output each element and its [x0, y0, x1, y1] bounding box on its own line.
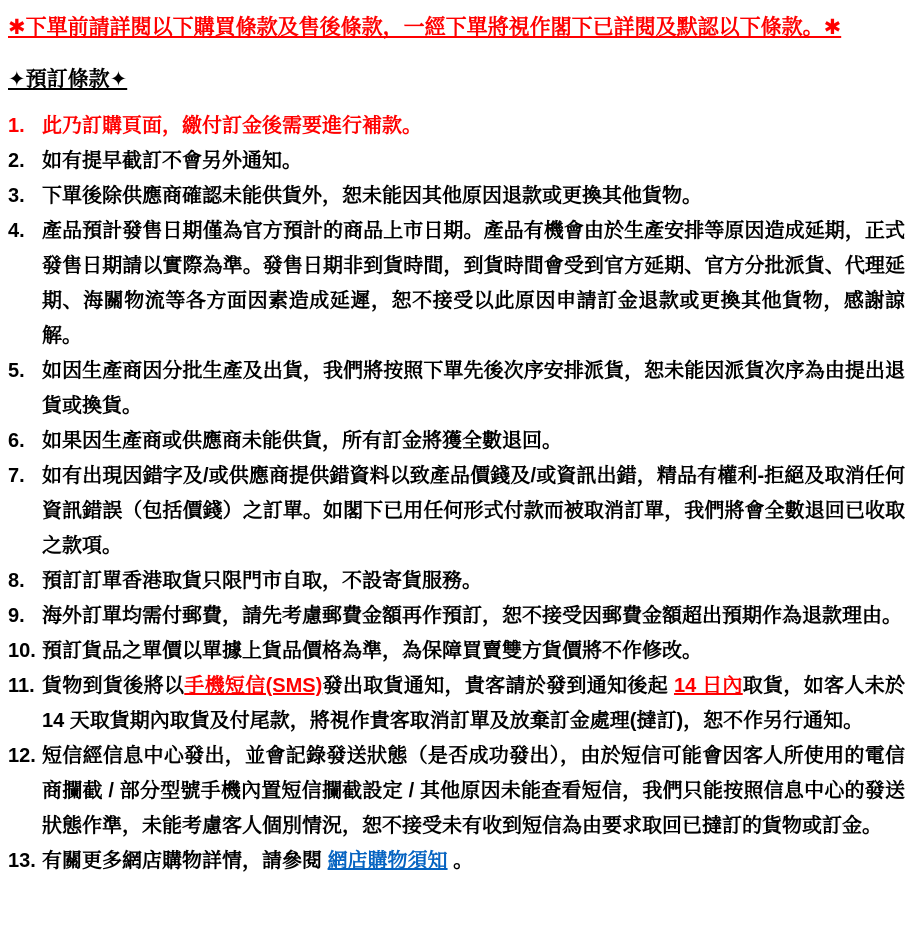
term-number: 4.	[8, 220, 25, 242]
term-number: 2.	[8, 150, 25, 172]
term-segment: 此乃訂購頁面，繳付訂金後需要進行補款。	[42, 115, 422, 137]
term-text	[42, 459, 905, 564]
term-item-9	[8, 599, 905, 634]
term-text	[42, 109, 905, 144]
term-number: 8.	[8, 570, 25, 592]
term-segment: 產品預計發售日期僅為官方預計的商品上市日期。產品有機會由於生產安排等原因造成延期，正式發售日期請以實際為準。發售日期非到貨時間，到貨時間會受到官方延期、官方分批派貨、代理延期、海關物流等各方面因素造成延遲，恕不接受以此原因申請訂金退款或更換其他貨物，感謝諒解。	[42, 220, 905, 347]
term-segment: 貨物到貨後將以	[42, 675, 185, 697]
term-text	[42, 669, 905, 739]
term-number: 7.	[8, 465, 25, 487]
term-number: 12.	[8, 745, 36, 767]
term-segment: 如果因生產商或供應商未能供貨，所有訂金將獲全數退回。	[42, 430, 562, 452]
term-item-10	[8, 634, 905, 669]
term-item-11	[8, 669, 905, 739]
term-item-12	[8, 739, 905, 844]
term-segment: 如有出現因錯字及/或供應商提供錯資料以致產品價錢及/或資訊出錯，精品有權利-拒絕及取消任何資訊錯誤（包括價錢）之訂單。如閣下已用任何形式付款而被取消訂單，我們將會全數退回已收取之款項。	[42, 465, 905, 557]
term-text	[42, 599, 905, 634]
terms-list	[8, 109, 905, 879]
term-text	[42, 144, 905, 179]
term-text	[42, 214, 905, 354]
term-segment: 短信經信息中心發出，並會記錄發送狀態（是否成功發出），由於短信可能會因客人所使用的電信商攔截 / 部分型號手機內置短信攔截設定 / 其他原因未能查看短信，我們只能按照信息中心的發送狀態作準，未能考慮客人個別情況，恕不接受未有收到短信為由要求取回已撻訂的貨物或訂金。	[42, 745, 905, 837]
term-segment: 如有提早截訂不會另外通知。	[42, 150, 302, 172]
term-text	[42, 634, 905, 669]
term-number: 13.	[8, 850, 36, 872]
term-segment: 有關更多網店購物詳情，請參閱	[42, 850, 328, 872]
term-segment: 發出取貨通知，貴客請於發到通知後起	[322, 675, 674, 697]
term-segment: 海外訂單均需付郵費，請先考慮郵費金額再作預訂，恕不接受因郵費金額超出預期作為退款理由。	[42, 605, 902, 627]
term-item-2	[8, 144, 905, 179]
terms-title: ✱下單前請詳閱以下購買條款及售後條款，一經下單將視作閣下已詳閱及默認以下條款。✱	[8, 16, 842, 39]
term-number: 11.	[8, 675, 35, 697]
term-segment: 預訂訂單香港取貨只限門市自取，不設寄貨服務。	[42, 570, 482, 592]
term-number: 1.	[8, 115, 25, 137]
term-item-8	[8, 564, 905, 599]
term-number: 5.	[8, 360, 25, 382]
term-item-7	[8, 459, 905, 564]
term-number: 3.	[8, 185, 25, 207]
term-item-4	[8, 214, 905, 354]
term-text	[42, 179, 905, 214]
term-text	[42, 739, 905, 844]
term-segment: 取貨，如客人未於 14 天取貨期內取貨及付尾款，將視作貴客取消訂單及放棄訂金處理(撻訂)，恕不作另行通知。	[42, 675, 906, 732]
store-shopping-notice-link[interactable]: 網店購物須知	[327, 850, 448, 872]
sms-highlight: 手機短信(SMS)	[184, 675, 323, 697]
term-item-13	[8, 844, 905, 879]
term-segment: 預訂貨品之單價以單據上貨品價格為準，為保障買賣雙方貨價將不作修改。	[42, 640, 702, 662]
term-item-6	[8, 424, 905, 459]
term-text	[42, 564, 905, 599]
term-segment: 如因生產商因分批生產及出貨，我們將按照下單先後次序安排派貨，恕未能因派貨次序為由提出退貨或換貨。	[42, 360, 905, 417]
term-text	[42, 844, 905, 879]
term-item-5	[8, 354, 905, 424]
term-text	[42, 354, 905, 424]
term-number: 9.	[8, 605, 25, 627]
term-segment: 下單後除供應商確認未能供貨外，恕未能因其他原因退款或更換其他貨物。	[42, 185, 702, 207]
term-text	[42, 424, 905, 459]
term-number: 6.	[8, 430, 25, 452]
section-heading-preorder-terms: ✦預訂條款✦	[8, 68, 128, 91]
term-segment: 。	[447, 850, 474, 872]
term-item-1	[8, 109, 905, 144]
pickup-deadline-highlight: 14 日內	[673, 675, 743, 697]
term-number: 10.	[8, 640, 36, 662]
term-item-3	[8, 179, 905, 214]
